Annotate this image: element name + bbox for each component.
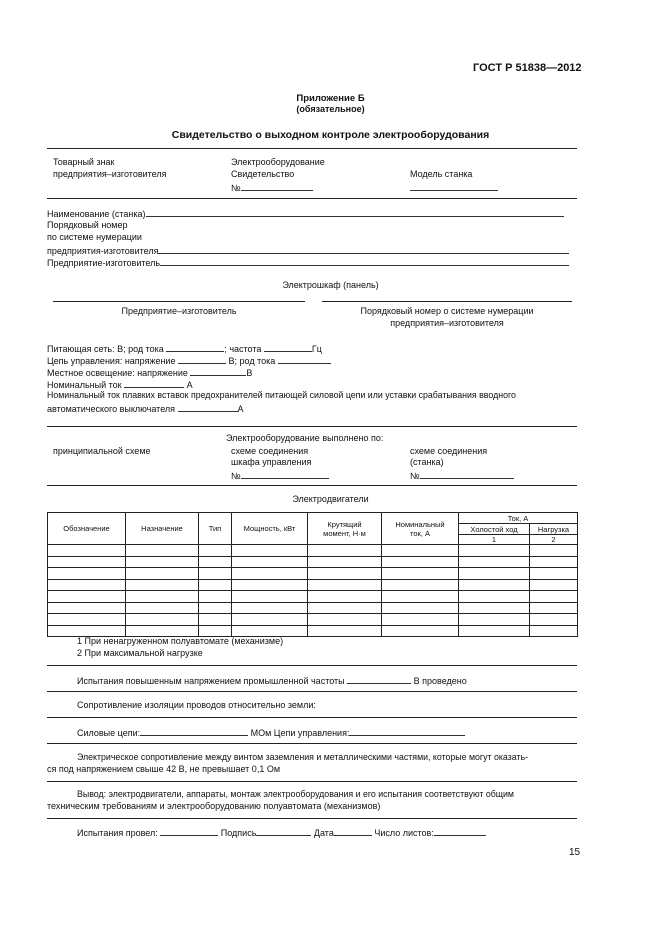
table-cell[interactable]	[459, 625, 530, 637]
amp-label: А	[186, 380, 193, 390]
table-row	[48, 568, 578, 580]
rated-line1: Номинальный	[395, 519, 445, 529]
col-load: Нагрузка	[530, 524, 578, 535]
col-idle: Холостой ход	[459, 524, 530, 535]
divider	[47, 665, 577, 666]
table-row	[48, 591, 578, 603]
table-cell[interactable]	[308, 579, 382, 591]
maker-row	[47, 256, 569, 268]
torque-line1: Крутящий	[327, 519, 362, 529]
table-cell[interactable]	[126, 556, 199, 568]
table-cell[interactable]	[48, 545, 126, 557]
table-cell[interactable]	[382, 568, 459, 580]
table-cell[interactable]	[232, 568, 308, 580]
table-cell[interactable]	[232, 545, 308, 557]
col-rated-current	[382, 513, 459, 545]
serial-label-2: по системе нумерации	[47, 232, 142, 242]
date-field[interactable]	[334, 826, 372, 836]
table-cell[interactable]	[382, 602, 459, 614]
table-row	[48, 545, 578, 557]
ground-text-2: ся под напряжением свыше 42 В, не превышает 0,1 Ом	[47, 764, 281, 774]
cabinet-title: Электрошкаф (панель)	[282, 280, 379, 290]
col-designation: Обозначение	[48, 513, 126, 545]
control-circuits-label: МОм Цепи управления:	[250, 728, 350, 738]
serial-field[interactable]	[158, 244, 569, 254]
lighting-row	[47, 366, 252, 378]
hv-test-suffix: В проведено	[413, 676, 467, 686]
machine-name-row	[47, 207, 564, 219]
divider	[47, 198, 577, 199]
table-cell[interactable]	[459, 602, 530, 614]
signature-field[interactable]	[256, 826, 311, 836]
table-cell[interactable]	[382, 614, 459, 626]
col-torque	[308, 513, 382, 545]
insulation-label: Сопротивление изоляции проводов относительно земли:	[77, 700, 316, 710]
table-row	[48, 625, 578, 637]
signature-label: Подпись	[220, 828, 257, 838]
table-cell[interactable]	[308, 556, 382, 568]
table-row	[48, 614, 578, 626]
table-cell[interactable]	[459, 591, 530, 603]
table-cell[interactable]	[382, 556, 459, 568]
machine-name-label: Наименование (станка)	[47, 209, 146, 219]
page-number: 15	[569, 847, 581, 858]
control-voltage-field[interactable]	[178, 354, 226, 364]
conclusion-text-2: техническим требованиям и электрооборудованию полуавтомата (механизмов)	[47, 801, 381, 811]
table-cell[interactable]	[459, 556, 530, 568]
trademark-line2: предприятия–изготовителя	[53, 169, 167, 179]
col-current: Ток, А	[459, 513, 578, 524]
cabinet-serial-caption-2: предприятия–изготовителя	[390, 318, 504, 328]
cabinet-scheme-line2: шкафа управления	[231, 457, 312, 467]
table-cell[interactable]	[530, 614, 578, 626]
motors-table	[47, 512, 578, 637]
divider	[47, 691, 577, 692]
col-power: Мощность, кВт	[232, 513, 308, 545]
table-cell[interactable]	[308, 591, 382, 603]
fuse-label: Номинальный ток плавких вставок предохранителей питающей силовой цепи или уставки срабатывания вводного	[47, 390, 516, 400]
conclusion-text-1: Вывод: электродвигатели, аппараты, монтаж электрооборудования и его испытания соответствуют общим	[77, 789, 514, 799]
schemes-title: Электрооборудование выполнено по:	[226, 433, 384, 443]
table-cell[interactable]	[126, 579, 199, 591]
tester-label: Испытания провел:	[77, 828, 158, 838]
power-circuits-field[interactable]	[140, 726, 248, 736]
table-cell[interactable]	[232, 579, 308, 591]
lighting-field[interactable]	[190, 366, 246, 376]
table-row	[48, 579, 578, 591]
table-cell[interactable]	[308, 602, 382, 614]
machine-scheme-line2: (станка)	[410, 457, 444, 467]
table-cell[interactable]	[308, 545, 382, 557]
note-1: 1 При ненагруженном полуавтомате (механизме)	[77, 636, 284, 646]
appendix-subtitle: (обязательное)	[296, 104, 365, 114]
control-current-field[interactable]	[278, 354, 331, 364]
machine-name-field[interactable]	[146, 207, 564, 217]
table-cell[interactable]	[126, 625, 199, 637]
cabinet-serial-field[interactable]	[322, 301, 572, 302]
table-cell[interactable]	[459, 568, 530, 580]
hv-test-label: Испытания повышенным напряжением промышленной частоты	[77, 676, 345, 686]
form-title: Свидетельство о выходном контроле электрооборудования	[171, 129, 490, 141]
equipment-line1: Электрооборудование	[231, 157, 325, 167]
table-cell[interactable]	[308, 614, 382, 626]
torque-line2: момент, Н·м	[323, 528, 366, 538]
machine-scheme-number-field[interactable]	[410, 469, 514, 481]
table-cell[interactable]	[199, 545, 232, 557]
table-row	[48, 556, 578, 568]
cabinet-scheme-line1: схеме соединения	[231, 446, 309, 456]
table-cell[interactable]	[199, 625, 232, 637]
control-voltage-label: Цепь управления: напряжение	[47, 356, 176, 366]
number-sign: №	[410, 471, 420, 481]
divider	[47, 781, 577, 782]
table-cell[interactable]	[199, 602, 232, 614]
table-cell[interactable]	[199, 614, 232, 626]
number-sign: №	[231, 471, 241, 481]
hv-test-row	[77, 674, 467, 686]
table-cell[interactable]	[530, 591, 578, 603]
table-cell[interactable]	[199, 568, 232, 580]
supply-label: Питающая сеть: В; род тока	[47, 344, 164, 354]
table-cell[interactable]	[48, 556, 126, 568]
table-cell[interactable]	[126, 614, 199, 626]
divider	[47, 743, 577, 744]
table-cell[interactable]	[530, 556, 578, 568]
divider	[47, 485, 577, 486]
table-cell[interactable]	[199, 556, 232, 568]
date-label: Дата	[313, 828, 334, 838]
amp-label: А	[237, 404, 244, 414]
hv-test-field[interactable]	[347, 674, 411, 684]
divider	[47, 148, 577, 149]
supply-row	[47, 342, 322, 354]
volt-label: В	[246, 368, 253, 378]
serial-label-1: Порядковый номер	[47, 220, 128, 230]
table-cell[interactable]	[199, 591, 232, 603]
ground-text-1: Электрическое сопротивление между винтом заземления и металлическими частями, которые могут оказать-	[77, 752, 528, 762]
control-circuits-field[interactable]	[349, 726, 465, 736]
table-cell[interactable]	[530, 568, 578, 580]
table-cell[interactable]	[126, 591, 199, 603]
signature-row	[77, 826, 486, 838]
table-cell[interactable]	[48, 579, 126, 591]
machine-scheme-line1: схеме соединения	[410, 446, 488, 456]
divider	[47, 717, 577, 718]
table-cell[interactable]	[530, 602, 578, 614]
table-cell[interactable]	[48, 625, 126, 637]
table-row	[48, 602, 578, 614]
equipment-line2: Свидетельство	[231, 169, 295, 179]
control-row	[47, 354, 331, 366]
table-cell[interactable]	[530, 545, 578, 557]
table-cell[interactable]	[126, 568, 199, 580]
circuits-row	[77, 726, 465, 738]
sheets-label: Число листов:	[374, 828, 434, 838]
table-cell[interactable]	[382, 591, 459, 603]
col-purpose: Назначение	[126, 513, 199, 545]
control-current-label: В; род тока	[228, 356, 276, 366]
table-cell[interactable]	[308, 625, 382, 637]
maker-field[interactable]	[160, 256, 569, 266]
principal-scheme-label: принципиальной схеме	[53, 446, 151, 456]
number-sign: №	[231, 183, 241, 193]
cabinet-serial-caption-1: Порядковый номер о системе нумерации	[360, 306, 534, 316]
model-field[interactable]	[410, 181, 498, 193]
rated-current-row	[47, 378, 193, 390]
hz-label: Гц	[311, 344, 322, 354]
power-circuits-label: Силовые цепи:	[77, 728, 141, 738]
rated-current-label: Номинальный ток	[47, 380, 122, 390]
rated-current-field[interactable]	[124, 378, 184, 388]
table-cell[interactable]	[530, 625, 578, 637]
cabinet-maker-caption: Предприятие–изготовитель	[121, 306, 237, 316]
motors-title: Электродвигатели	[292, 494, 369, 504]
rated-line2: ток, А	[410, 528, 430, 538]
breaker-row	[47, 402, 244, 414]
breaker-label: автоматического выключателя	[47, 404, 176, 414]
table-cell[interactable]	[459, 614, 530, 626]
serial-row	[47, 244, 569, 256]
table-cell[interactable]	[308, 568, 382, 580]
col-idle-number: 1	[459, 535, 530, 545]
table-cell[interactable]	[232, 614, 308, 626]
frequency-field[interactable]	[264, 342, 312, 352]
table-cell[interactable]	[48, 602, 126, 614]
table-cell[interactable]	[382, 625, 459, 637]
table-cell[interactable]	[199, 579, 232, 591]
divider	[47, 818, 577, 819]
col-load-number: 2	[530, 535, 578, 545]
tester-field[interactable]	[160, 826, 218, 836]
table-cell[interactable]	[48, 568, 126, 580]
note-2: 2 При максимальной нагрузке	[77, 648, 203, 658]
maker-label: Предприятие-изготовитель	[47, 258, 161, 268]
divider	[47, 426, 577, 427]
table-cell[interactable]	[459, 579, 530, 591]
table-cell[interactable]	[126, 545, 199, 557]
table-cell[interactable]	[126, 602, 199, 614]
frequency-label: ; частота	[224, 344, 262, 354]
table-cell[interactable]	[232, 556, 308, 568]
trademark-line1: Товарный знак	[53, 157, 115, 167]
appendix-title: Приложение Б	[296, 93, 365, 104]
serial-label-3: предприятия-изготовителя	[47, 246, 159, 256]
lighting-label: Местное освещение: напряжение	[47, 368, 188, 378]
table-cell[interactable]	[232, 625, 308, 637]
col-type: Тип	[199, 513, 232, 545]
certificate-number-field[interactable]	[231, 181, 313, 193]
table-cell[interactable]	[48, 614, 126, 626]
cabinet-scheme-number-field[interactable]	[231, 469, 329, 481]
cabinet-maker-field[interactable]	[53, 301, 305, 302]
standard-number: ГОСТ Р 51838—2012	[473, 62, 582, 74]
table-cell[interactable]	[48, 591, 126, 603]
sheets-field[interactable]	[434, 826, 486, 836]
table-cell[interactable]	[530, 579, 578, 591]
breaker-field[interactable]	[178, 402, 238, 412]
model-label: Модель станка	[410, 169, 473, 179]
table-cell[interactable]	[232, 602, 308, 614]
current-kind-field[interactable]	[166, 342, 224, 352]
table-cell[interactable]	[382, 579, 459, 591]
table-cell[interactable]	[459, 545, 530, 557]
table-cell[interactable]	[382, 545, 459, 557]
table-cell[interactable]	[232, 591, 308, 603]
